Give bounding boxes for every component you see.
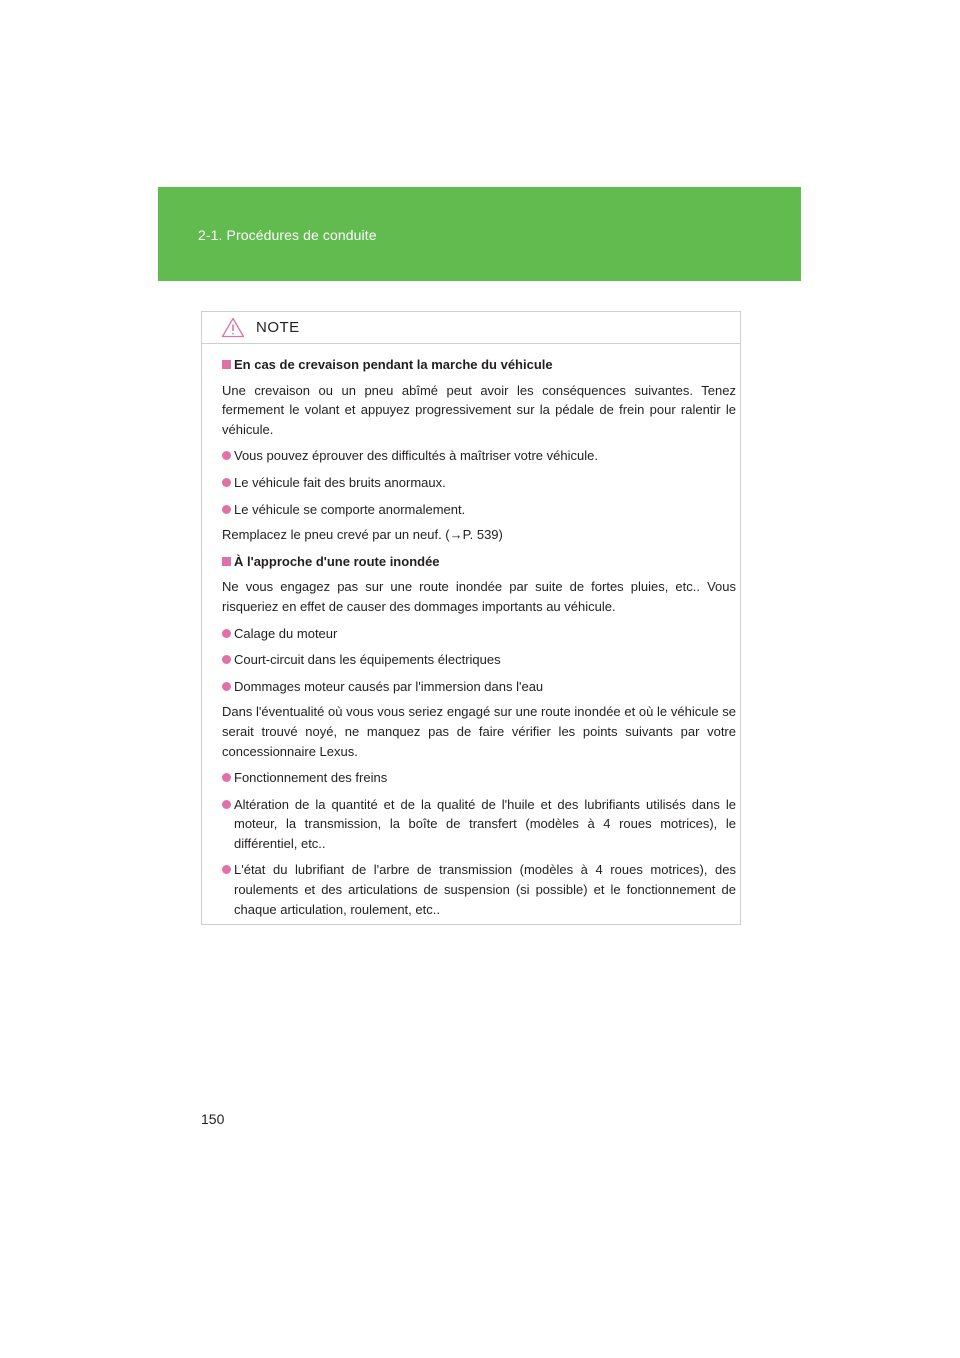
paragraph: Dans l'éventualité où vous vous seriez engagé sur une route inondée et où le véhicule se serait trouvé noyé, ne manquez pas de faire vérifier les points suivants par votre concessionnaire Lexus. (222, 704, 736, 759)
list-item: Court-circuit dans les équipements électriques (222, 650, 736, 670)
list-item: Le véhicule se comporte anormalement. (222, 500, 736, 520)
round-bullet-icon (222, 451, 231, 460)
subsection-heading: À l'approche d'une route inondée (222, 552, 736, 572)
square-bullet-icon (222, 557, 231, 566)
note-label: NOTE (256, 319, 300, 336)
warning-triangle-icon (221, 317, 245, 338)
note-box (201, 311, 741, 925)
list-item: Vous pouvez éprouver des difficultés à maîtriser votre véhicule. (222, 446, 736, 466)
note-body (222, 355, 736, 919)
section-header-bar (158, 187, 801, 281)
round-bullet-icon (222, 629, 231, 638)
list-item: Fonctionnement des freins (222, 768, 736, 788)
page-number: 150 (201, 1111, 225, 1127)
paragraph: Remplacez le pneu crevé par un neuf. (→P. 539) (222, 527, 503, 543)
round-bullet-icon (222, 865, 231, 874)
round-bullet-icon (222, 800, 231, 809)
list-item: Le véhicule fait des bruits anormaux. (222, 473, 736, 493)
list-item: L'état du lubrifiant de l'arbre de transmission (modèles à 4 roues motrices), des roulements et des articulations de suspension (si possible) et le fonctionnement de chaque articulation, roulement, etc.. (222, 860, 736, 919)
paragraph: Une crevaison ou un pneu abîmé peut avoir les conséquences suivantes. Tenez fermement le volant et appuyez progressivement sur la pédale de frein pour ralentir le véhicule. (222, 382, 736, 437)
list-item: Altération de la quantité et de la qualité de l'huile et des lubrifiants utilisés dans le moteur, la transmission, la boîte de transfert (modèles à 4 roues motrices), le différentiel, etc.. (222, 795, 736, 854)
round-bullet-icon (222, 478, 231, 487)
subsection-heading: En cas de crevaison pendant la marche du véhicule (222, 355, 736, 375)
square-bullet-icon (222, 360, 231, 369)
list-item: Dommages moteur causés par l'immersion dans l'eau (222, 677, 736, 697)
round-bullet-icon (222, 773, 231, 782)
paragraph: Ne vous engagez pas sur une route inondée par suite de fortes pluies, etc.. Vous risqueriez en effet de causer des dommages importants au véhicule. (222, 579, 736, 614)
round-bullet-icon (222, 682, 231, 691)
round-bullet-icon (222, 655, 231, 664)
round-bullet-icon (222, 505, 231, 514)
list-item: Calage du moteur (222, 624, 736, 644)
note-header (202, 312, 740, 344)
section-title: 2-1. Procédures de conduite (198, 227, 377, 243)
